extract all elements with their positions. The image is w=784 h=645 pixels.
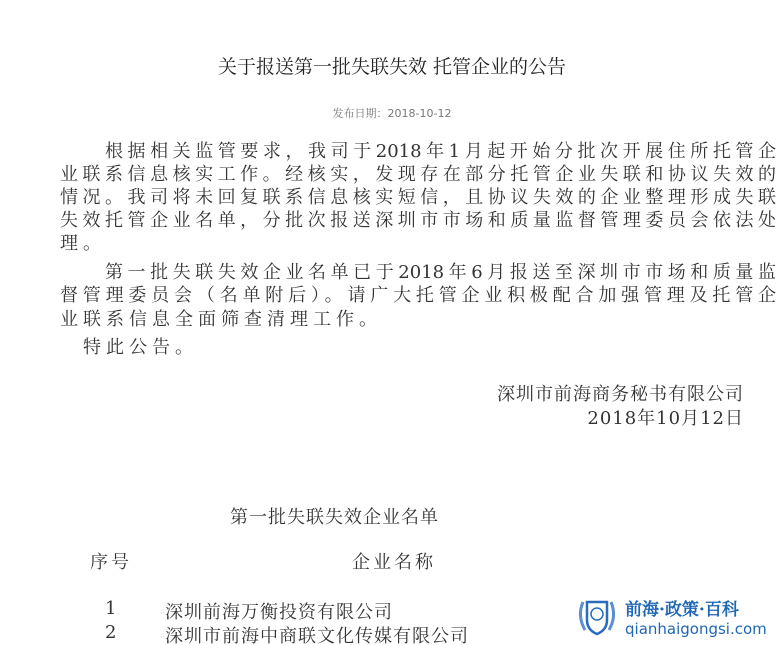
body-line: 督管理委员会（名单附后）。请广大托管企业积极配合加强管理及托管企 <box>60 285 776 306</box>
watermark-name: 前海·政策·百科 <box>625 599 739 620</box>
row-index: 1 <box>105 598 118 619</box>
header-company: 企业名称 <box>352 552 436 573</box>
closing-line: 特此公告。 <box>83 337 198 358</box>
body-line: 失效托管企业名单，分批次报送深圳市市场和质量监督管理委员会依法处 <box>60 210 776 231</box>
body-line: 业联系信息全面筛查清理工作。 <box>60 309 382 330</box>
signature-company: 深圳市前海商务秘书有限公司 <box>497 384 744 405</box>
header-index: 序号 <box>90 552 132 573</box>
row-company: 深圳市前海中商联文化传媒有限公司 <box>165 626 469 645</box>
row-company: 深圳前海万衡投资有限公司 <box>165 602 393 623</box>
body-line: 情况。我司将未回复联系信息核实短信，且协议失效的企业整理形成失联 <box>60 187 776 208</box>
list-title: 第一批失联失效企业名单 <box>230 507 439 528</box>
signature-date: 2018年10月12日 <box>587 408 744 429</box>
emblem-icon <box>575 594 619 638</box>
body-line: 业联系信息核实工作。经核实，发现存在部分托管企业失联和协议失效的 <box>60 164 776 185</box>
body-line: 根据相关监管要求，我司于2018年1月起开始分批次开展住所托管企 <box>105 141 776 162</box>
publish-date: 发布日期：2018-10-12 <box>332 107 452 120</box>
body-line: 第一批失联失效企业名单已于2018年6月报送至深圳市市场和质量监 <box>105 262 776 283</box>
watermark-logo <box>575 592 780 640</box>
watermark-site: qianhaigongsi.com <box>625 619 767 638</box>
page-title: 关于报送第一批失联失效 托管企业的公告 <box>217 56 567 78</box>
row-index: 2 <box>105 622 118 643</box>
body-line: 理。 <box>60 233 106 254</box>
